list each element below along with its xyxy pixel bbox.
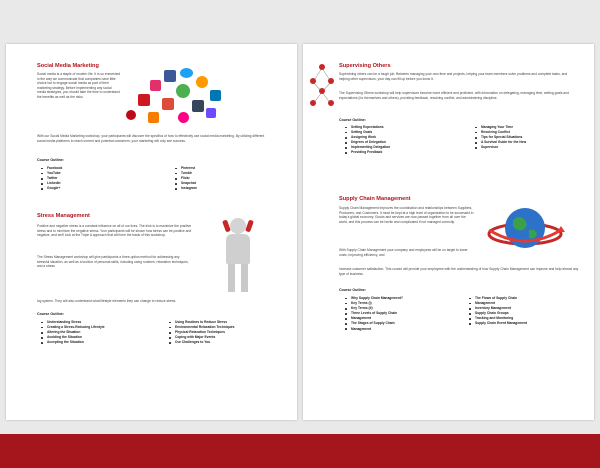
outline-item: Flickr: [173, 176, 283, 181]
outline-item: Altering the Situation: [39, 330, 164, 335]
outline-item: Key Terms (I): [343, 301, 463, 306]
supply-chain-intro: Supply Chain Management improves the coordination and relationships between Suppliers, Producers, and Customers. It must be kept at a high level of organization to be successful in today's global economy. Goods and services are now passed together from all over the world, and this process can be hectic and complicated if not managed correctly.: [339, 206, 474, 224]
stress-management-heading: Stress Management: [37, 213, 90, 219]
outline-item: Management: [467, 301, 587, 306]
outline-item: YouTube: [39, 171, 159, 176]
youtube-icon: [138, 94, 150, 106]
supply-chain-outline-title: Course Outline:: [339, 288, 366, 292]
outline-item: A Survival Guide for the New: [473, 140, 588, 145]
supervising-others-outline-col2: [473, 125, 588, 150]
supervising-others-intro: Supervising others can be a tough job. Between managing your own time and projects, helping your team members solve problems and complete tasks, and helping other supervisors, your day can fill up before you know it.: [339, 72, 568, 81]
outline-item: Management: [343, 327, 463, 332]
supervising-others-outline-title: Course Outline:: [339, 118, 366, 122]
chat-icon: [176, 84, 190, 98]
supply-chain-description: With Supply Chain Management your company and employees will be on target to lower costs, improving efficiency, and: [339, 248, 468, 257]
outline-item: Avoiding the Situation: [39, 335, 164, 340]
tumblr-icon: [192, 100, 204, 112]
share-icon: [206, 108, 216, 118]
outline-item: Creating a Stress-Reducing Lifestyle: [39, 325, 164, 330]
stress-management-outline-title: Course Outline:: [37, 312, 64, 316]
supervising-others-heading: Supervising Others: [339, 63, 391, 69]
blogger-icon: [148, 112, 159, 123]
social-media-outline-col1: [39, 166, 159, 191]
leg-shape: [241, 264, 248, 292]
supply-chain-heading: Supply Chain Management: [339, 196, 411, 202]
body-shape: [226, 234, 250, 264]
outline-item: Implementing Delegation: [343, 145, 468, 150]
outline-item: Tips for Special Situations: [473, 135, 588, 140]
stress-management-description: The Stress Management workshop will give participants a three-option method for addressing any stressful situation, as well as a toolbox of personal skills, including using routines, relaxation techniques, and a stress: [37, 255, 189, 269]
outline-item: Setting Goals: [343, 130, 468, 135]
outline-item: Twitter: [39, 176, 159, 181]
outline-item: Google+: [39, 186, 159, 191]
outline-item: Physical Relaxation Techniques: [167, 330, 292, 335]
social-media-intro: Social media is a staple of modern life. It is so enmeshed in the way we communicate that companies have little choice but to engage social media as part of their marketing strategy. Before implementing any social media strategies, you should take the time to understand the benefits as well as the risks.: [37, 72, 121, 99]
outline-item: Our Challenges to You: [167, 340, 292, 345]
linkedin-icon: [210, 90, 221, 101]
outline-item: Supervisor: [473, 145, 588, 150]
outline-item: Setting Expectations: [343, 125, 468, 130]
outline-item: LinkedIn: [39, 181, 159, 186]
outline-item: Why Supply Chain Management?: [343, 296, 463, 301]
outline-item: Managing Your Time: [473, 125, 588, 130]
people-network-icon: [307, 62, 337, 112]
instagram-icon: [150, 80, 161, 91]
social-media-heading: Social Media Marketing: [37, 63, 99, 69]
outline-item: Accepting the Situation: [39, 340, 164, 345]
outline-item: Resolving Conflict: [473, 130, 588, 135]
right-page: [303, 44, 594, 420]
outline-item: Coping with Major Events: [167, 335, 292, 340]
stress-management-description-cont: log system. They will also understand what lifestyle elements they can change to reduce stress.: [37, 299, 177, 303]
outline-item: Management: [343, 316, 463, 321]
outline-item: Three Levels of Supply Chain: [343, 311, 463, 316]
social-media-description: With our Social Media Marketing workshop, your participants will discover the specifics of how to effectively use social media marketing. By utilizing different social media platforms to reach current and potential customers, your marketing will only see success.: [37, 134, 265, 143]
outline-item: Assigning Work: [343, 135, 468, 140]
globe-illustration: [483, 200, 567, 260]
flickr-icon: [178, 112, 189, 123]
stressed-person-illustration: [210, 218, 264, 296]
facebook-icon: [164, 70, 176, 82]
google-plus-icon: [162, 98, 174, 110]
outline-item: Snapchat: [173, 181, 283, 186]
supply-chain-outline-col2: [467, 296, 587, 327]
supply-chain-description-cont: increase customer satisfaction. This course will provide your employees with the understanding of how Supply Chain Management can improve and help almost any type of business.: [339, 267, 579, 276]
stress-management-outline-col1: [39, 320, 164, 345]
outline-item: Supply Chain Groups: [467, 311, 587, 316]
outline-item: Understanding Stress: [39, 320, 164, 325]
globe-arrows-icon: [483, 200, 567, 260]
stress-management-intro: Positive and negative stress is a constant influence on all of our lives. The trick is to maximize the positive stress and to minimize the negative stress. Your participants will be shown how stress can be positive and negative, and we'll look at the Triple A approach that will form the basis of this workshop.: [37, 224, 192, 238]
outline-item: The Stages of Supply Chain: [343, 321, 463, 326]
outline-item: Environmental Relaxation Techniques: [167, 325, 292, 330]
stress-management-outline-col2: [167, 320, 292, 345]
social-media-illustration: [124, 68, 224, 124]
supply-chain-outline-col1: [343, 296, 463, 332]
twitter-icon: [180, 68, 193, 78]
supervising-others-description: The Supervising Others workshop will help supervisors become more efficient and proficient, with information on delegating, managing time, setting goals and expectations (for themselves and others), providing feedback, resolving conflict, and administering discipline.: [339, 91, 569, 100]
outline-item: Pinterest: [173, 166, 283, 171]
leg-shape: [228, 264, 235, 292]
outline-item: Key Terms (II): [343, 306, 463, 311]
outline-item: The Flows of Supply Chain: [467, 296, 587, 301]
hand-shape: [245, 220, 254, 233]
footer-band: [0, 434, 600, 468]
social-media-outline-title: Course Outline:: [37, 158, 64, 162]
outline-item: Inventory Management: [467, 306, 587, 311]
rss-icon: [196, 76, 208, 88]
outline-item: Tracking and Monitoring: [467, 316, 587, 321]
outline-item: Tumblr: [173, 171, 283, 176]
head-shape: [230, 218, 246, 234]
pinterest-icon: [126, 110, 136, 120]
supervising-others-outline-col1: [343, 125, 468, 156]
outline-item: Supply Chain Event Management: [467, 321, 587, 326]
outline-item: Using Routines to Reduce Stress: [167, 320, 292, 325]
outline-item: Instagram: [173, 186, 283, 191]
outline-item: Degrees of Delegation: [343, 140, 468, 145]
left-page: [6, 44, 297, 420]
outline-item: Facebook: [39, 166, 159, 171]
social-media-outline-col2: [173, 166, 283, 191]
network-illustration: [307, 62, 337, 112]
outline-item: Providing Feedback: [343, 150, 468, 155]
